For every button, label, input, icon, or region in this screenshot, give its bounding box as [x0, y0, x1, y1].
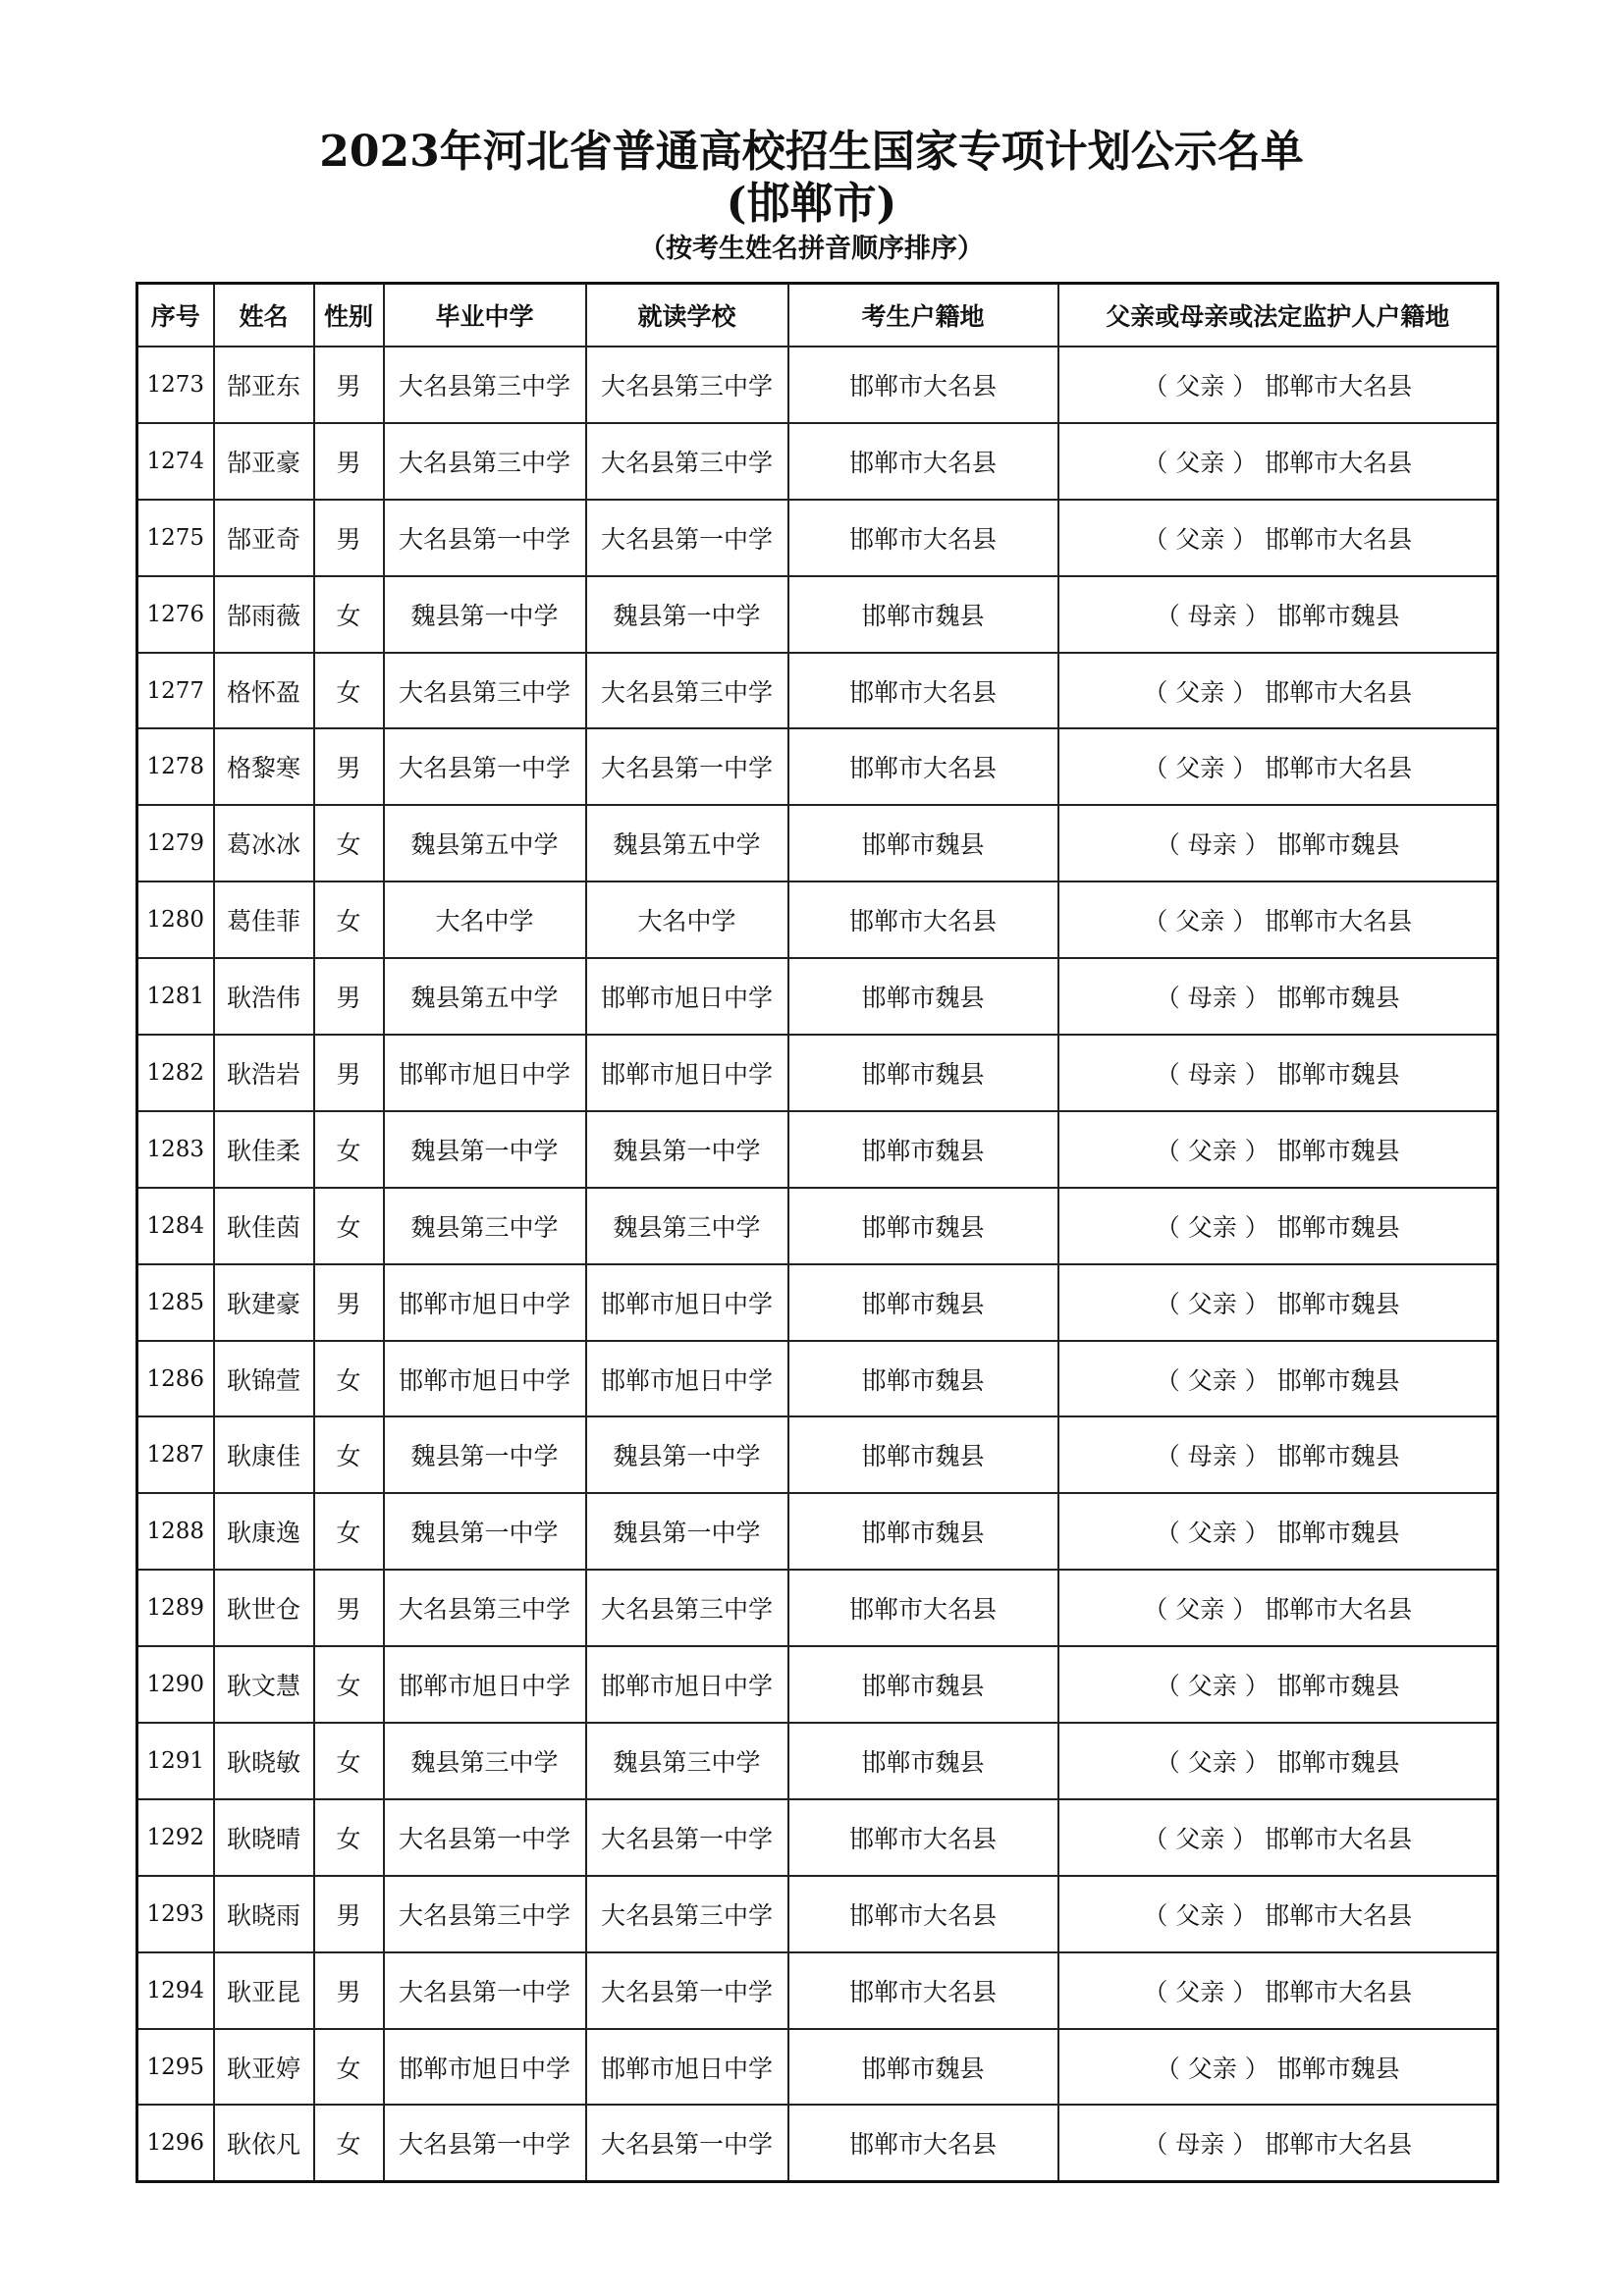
cell-name: 耿晓敏 [214, 1723, 314, 1799]
cell-seq: 1291 [137, 1723, 214, 1799]
table-row [137, 347, 1498, 423]
header-current-school: 就读学校 [586, 284, 788, 347]
cell-name: 耿浩岩 [214, 1035, 314, 1111]
cell-name: 格黎寒 [214, 728, 314, 805]
cell-gender: 女 [314, 881, 384, 958]
cell-graduated-school: 邯郸市旭日中学 [384, 1035, 586, 1111]
cell-graduated-school: 邯郸市旭日中学 [384, 1264, 586, 1341]
cell-name: 耿锦萱 [214, 1341, 314, 1417]
cell-seq: 1295 [137, 2029, 214, 2106]
cell-student-household: 邯郸市魏县 [788, 2029, 1058, 2106]
table-row [137, 958, 1498, 1035]
cell-seq: 1277 [137, 653, 214, 729]
table-row [137, 1035, 1498, 1111]
cell-current-school: 大名县第三中学 [586, 1570, 788, 1646]
cell-graduated-school: 大名县第三中学 [384, 653, 586, 729]
table-row [137, 1264, 1498, 1341]
cell-name: 葛冰冰 [214, 805, 314, 881]
cell-current-school: 大名县第一中学 [586, 728, 788, 805]
cell-gender: 女 [314, 1188, 384, 1264]
cell-graduated-school: 大名县第一中学 [384, 728, 586, 805]
cell-current-school: 大名县第一中学 [586, 500, 788, 576]
cell-gender: 男 [314, 1570, 384, 1646]
cell-student-household: 邯郸市大名县 [788, 1952, 1058, 2029]
cell-student-household: 邯郸市魏县 [788, 1188, 1058, 1264]
cell-current-school: 大名县第三中学 [586, 1876, 788, 1952]
document-header [0, 126, 1623, 269]
cell-seq: 1287 [137, 1416, 214, 1493]
cell-graduated-school: 魏县第一中学 [384, 1111, 586, 1188]
cell-guardian-household: （ 父亲 ） 邯郸市魏县 [1058, 1111, 1498, 1188]
cell-student-household: 邯郸市魏县 [788, 1493, 1058, 1570]
cell-student-household: 邯郸市魏县 [788, 958, 1058, 1035]
cell-name: 耿康佳 [214, 1416, 314, 1493]
cell-gender: 男 [314, 1035, 384, 1111]
cell-name: 耿晓雨 [214, 1876, 314, 1952]
header-student-household: 考生户籍地 [788, 284, 1058, 347]
table-row [137, 2029, 1498, 2106]
cell-current-school: 大名中学 [586, 881, 788, 958]
cell-name: 耿世仓 [214, 1570, 314, 1646]
cell-student-household: 邯郸市魏县 [788, 1035, 1058, 1111]
table-row [137, 1111, 1498, 1188]
cell-graduated-school: 邯郸市旭日中学 [384, 2029, 586, 2106]
cell-seq: 1284 [137, 1188, 214, 1264]
cell-name: 耿亚昆 [214, 1952, 314, 2029]
cell-gender: 女 [314, 576, 384, 653]
cell-gender: 男 [314, 1264, 384, 1341]
cell-current-school: 大名县第一中学 [586, 2105, 788, 2181]
cell-student-household: 邯郸市大名县 [788, 653, 1058, 729]
cell-seq: 1283 [137, 1111, 214, 1188]
table-row [137, 1493, 1498, 1570]
cell-gender: 女 [314, 1493, 384, 1570]
cell-student-household: 邯郸市魏县 [788, 805, 1058, 881]
cell-graduated-school: 大名县第一中学 [384, 1799, 586, 1876]
header-guardian-household: 父亲或母亲或法定监护人户籍地 [1058, 284, 1498, 347]
cell-student-household: 邯郸市大名县 [788, 881, 1058, 958]
table-row [137, 423, 1498, 500]
cell-name: 耿佳茵 [214, 1188, 314, 1264]
cell-graduated-school: 大名中学 [384, 881, 586, 958]
cell-graduated-school: 魏县第三中学 [384, 1723, 586, 1799]
table-row [137, 1188, 1498, 1264]
cell-current-school: 邯郸市旭日中学 [586, 1035, 788, 1111]
cell-seq: 1289 [137, 1570, 214, 1646]
cell-student-household: 邯郸市魏县 [788, 1264, 1058, 1341]
header-name: 姓名 [214, 284, 314, 347]
cell-name: 耿文慧 [214, 1646, 314, 1723]
cell-seq: 1293 [137, 1876, 214, 1952]
cell-gender: 男 [314, 1876, 384, 1952]
cell-graduated-school: 魏县第一中学 [384, 1493, 586, 1570]
cell-guardian-household: （ 父亲 ） 邯郸市魏县 [1058, 1264, 1498, 1341]
cell-student-household: 邯郸市魏县 [788, 1111, 1058, 1188]
cell-student-household: 邯郸市魏县 [788, 1341, 1058, 1417]
cell-gender: 女 [314, 1799, 384, 1876]
cell-graduated-school: 大名县第三中学 [384, 1876, 586, 1952]
cell-gender: 女 [314, 1111, 384, 1188]
table-row [137, 1952, 1498, 2029]
table-row [137, 500, 1498, 576]
cell-seq: 1278 [137, 728, 214, 805]
cell-guardian-household: （ 父亲 ） 邯郸市魏县 [1058, 1341, 1498, 1417]
cell-current-school: 魏县第一中学 [586, 1493, 788, 1570]
header-seq: 序号 [137, 284, 214, 347]
cell-guardian-household: （ 父亲 ） 邯郸市大名县 [1058, 347, 1498, 423]
cell-guardian-household: （ 父亲 ） 邯郸市大名县 [1058, 1799, 1498, 1876]
cell-graduated-school: 大名县第一中学 [384, 500, 586, 576]
cell-seq: 1286 [137, 1341, 214, 1417]
cell-name: 郜雨薇 [214, 576, 314, 653]
table-row [137, 1723, 1498, 1799]
cell-gender: 女 [314, 1341, 384, 1417]
cell-graduated-school: 大名县第三中学 [384, 347, 586, 423]
header-gender: 性别 [314, 284, 384, 347]
cell-graduated-school: 魏县第五中学 [384, 958, 586, 1035]
cell-student-household: 邯郸市大名县 [788, 1570, 1058, 1646]
cell-guardian-household: （ 母亲 ） 邯郸市魏县 [1058, 1416, 1498, 1493]
cell-name: 耿佳柔 [214, 1111, 314, 1188]
cell-graduated-school: 魏县第三中学 [384, 1188, 586, 1264]
cell-gender: 男 [314, 958, 384, 1035]
cell-seq: 1294 [137, 1952, 214, 2029]
table-row [137, 728, 1498, 805]
cell-current-school: 魏县第五中学 [586, 805, 788, 881]
cell-graduated-school: 大名县第三中学 [384, 423, 586, 500]
cell-seq: 1285 [137, 1264, 214, 1341]
cell-guardian-household: （ 父亲 ） 邯郸市大名县 [1058, 728, 1498, 805]
cell-student-household: 邯郸市魏县 [788, 1416, 1058, 1493]
cell-seq: 1280 [137, 881, 214, 958]
cell-current-school: 大名县第一中学 [586, 1799, 788, 1876]
cell-gender: 男 [314, 1952, 384, 2029]
cell-graduated-school: 魏县第五中学 [384, 805, 586, 881]
cell-seq: 1273 [137, 347, 214, 423]
cell-seq: 1279 [137, 805, 214, 881]
cell-guardian-household: （ 父亲 ） 邯郸市大名县 [1058, 881, 1498, 958]
cell-seq: 1292 [137, 1799, 214, 1876]
cell-guardian-household: （ 父亲 ） 邯郸市大名县 [1058, 500, 1498, 576]
cell-graduated-school: 邯郸市旭日中学 [384, 1341, 586, 1417]
cell-gender: 女 [314, 1646, 384, 1723]
cell-name: 耿康逸 [214, 1493, 314, 1570]
cell-graduated-school: 大名县第三中学 [384, 1570, 586, 1646]
cell-graduated-school: 大名县第一中学 [384, 1952, 586, 2029]
cell-gender: 女 [314, 2105, 384, 2181]
cell-gender: 女 [314, 1723, 384, 1799]
roster-body [137, 347, 1498, 2182]
cell-current-school: 大名县第三中学 [586, 347, 788, 423]
cell-seq: 1296 [137, 2105, 214, 2181]
cell-name: 耿建豪 [214, 1264, 314, 1341]
cell-guardian-household: （ 母亲 ） 邯郸市魏县 [1058, 805, 1498, 881]
cell-name: 葛佳菲 [214, 881, 314, 958]
cell-gender: 男 [314, 500, 384, 576]
cell-name: 耿依凡 [214, 2105, 314, 2181]
cell-guardian-household: （ 父亲 ） 邯郸市大名县 [1058, 1570, 1498, 1646]
table-row [137, 576, 1498, 653]
cell-current-school: 邯郸市旭日中学 [586, 1264, 788, 1341]
region-subtitle: (邯郸市) [726, 179, 897, 229]
cell-seq: 1276 [137, 576, 214, 653]
cell-current-school: 大名县第一中学 [586, 1952, 788, 2029]
cell-student-household: 邯郸市魏县 [788, 1723, 1058, 1799]
cell-current-school: 魏县第三中学 [586, 1723, 788, 1799]
cell-name: 耿浩伟 [214, 958, 314, 1035]
cell-guardian-household: （ 父亲 ） 邯郸市大名县 [1058, 423, 1498, 500]
cell-student-household: 邯郸市大名县 [788, 500, 1058, 576]
cell-name: 耿亚婷 [214, 2029, 314, 2106]
cell-guardian-household: （ 母亲 ） 邯郸市魏县 [1058, 958, 1498, 1035]
table-row [137, 1799, 1498, 1876]
cell-graduated-school: 大名县第一中学 [384, 2105, 586, 2181]
cell-guardian-household: （ 父亲 ） 邯郸市魏县 [1058, 1188, 1498, 1264]
table-row [137, 1876, 1498, 1952]
cell-current-school: 邯郸市旭日中学 [586, 1341, 788, 1417]
cell-student-household: 邯郸市大名县 [788, 728, 1058, 805]
cell-current-school: 魏县第一中学 [586, 1111, 788, 1188]
cell-gender: 男 [314, 347, 384, 423]
cell-guardian-household: （ 父亲 ） 邯郸市大名县 [1058, 1952, 1498, 2029]
cell-seq: 1290 [137, 1646, 214, 1723]
cell-graduated-school: 魏县第一中学 [384, 1416, 586, 1493]
cell-guardian-household: （ 父亲 ） 邯郸市魏县 [1058, 1723, 1498, 1799]
cell-student-household: 邯郸市大名县 [788, 2105, 1058, 2181]
cell-name: 郜亚奇 [214, 500, 314, 576]
cell-name: 耿晓晴 [214, 1799, 314, 1876]
table-row [137, 1341, 1498, 1417]
cell-current-school: 魏县第三中学 [586, 1188, 788, 1264]
cell-gender: 女 [314, 653, 384, 729]
page-title: 2023年河北省普通高校招生国家专项计划公示名单 [319, 127, 1304, 177]
table-row [137, 1570, 1498, 1646]
cell-name: 郜亚东 [214, 347, 314, 423]
table-row [137, 1416, 1498, 1493]
cell-guardian-household: （ 父亲 ） 邯郸市魏县 [1058, 1646, 1498, 1723]
cell-guardian-household: （ 父亲 ） 邯郸市大名县 [1058, 653, 1498, 729]
cell-current-school: 魏县第一中学 [586, 1416, 788, 1493]
cell-current-school: 魏县第一中学 [586, 576, 788, 653]
cell-seq: 1281 [137, 958, 214, 1035]
cell-gender: 女 [314, 2029, 384, 2106]
cell-student-household: 邯郸市魏县 [788, 576, 1058, 653]
cell-guardian-household: （ 父亲 ） 邯郸市魏县 [1058, 1493, 1498, 1570]
cell-seq: 1274 [137, 423, 214, 500]
cell-guardian-household: （ 母亲 ） 邯郸市魏县 [1058, 576, 1498, 653]
cell-current-school: 邯郸市旭日中学 [586, 2029, 788, 2106]
cell-seq: 1282 [137, 1035, 214, 1111]
roster-table [135, 282, 1499, 2183]
cell-student-household: 邯郸市大名县 [788, 423, 1058, 500]
table-row [137, 881, 1498, 958]
cell-seq: 1275 [137, 500, 214, 576]
table-row [137, 1646, 1498, 1723]
cell-current-school: 大名县第三中学 [586, 423, 788, 500]
cell-guardian-household: （ 母亲 ） 邯郸市魏县 [1058, 1035, 1498, 1111]
cell-guardian-household: （ 父亲 ） 邯郸市大名县 [1058, 1876, 1498, 1952]
cell-guardian-household: （ 母亲 ） 邯郸市大名县 [1058, 2105, 1498, 2181]
table-row [137, 805, 1498, 881]
cell-current-school: 邯郸市旭日中学 [586, 958, 788, 1035]
table-row [137, 2105, 1498, 2181]
cell-student-household: 邯郸市大名县 [788, 347, 1058, 423]
table-row [137, 653, 1498, 729]
cell-name: 格怀盈 [214, 653, 314, 729]
cell-graduated-school: 魏县第一中学 [384, 576, 586, 653]
cell-student-household: 邯郸市大名县 [788, 1876, 1058, 1952]
cell-student-household: 邯郸市大名县 [788, 1799, 1058, 1876]
cell-graduated-school: 邯郸市旭日中学 [384, 1646, 586, 1723]
cell-seq: 1288 [137, 1493, 214, 1570]
cell-current-school: 邯郸市旭日中学 [586, 1646, 788, 1723]
cell-student-household: 邯郸市魏县 [788, 1646, 1058, 1723]
table-header-row [137, 284, 1498, 347]
cell-name: 郜亚豪 [214, 423, 314, 500]
header-graduated-school: 毕业中学 [384, 284, 586, 347]
cell-gender: 女 [314, 805, 384, 881]
cell-gender: 男 [314, 423, 384, 500]
cell-current-school: 大名县第三中学 [586, 653, 788, 729]
cell-guardian-household: （ 父亲 ） 邯郸市魏县 [1058, 2029, 1498, 2106]
cell-gender: 女 [314, 1416, 384, 1493]
cell-gender: 男 [314, 728, 384, 805]
sort-note: （按考生姓名拼音顺序排序） [639, 234, 984, 264]
